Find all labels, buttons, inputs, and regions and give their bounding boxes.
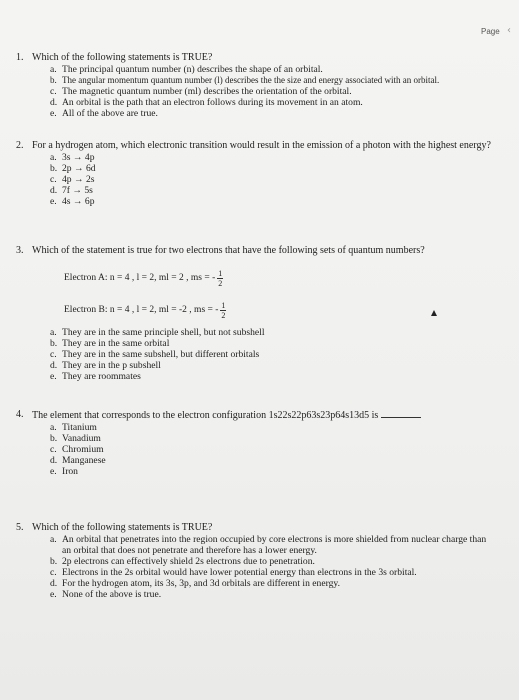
option-a[interactable] bbox=[50, 64, 496, 75]
chevron-left-icon[interactable]: ‹ bbox=[507, 25, 511, 36]
question-stem: Which of the following statements is TRUE? bbox=[32, 522, 213, 533]
option-b[interactable] bbox=[50, 556, 496, 567]
question-number: 1. bbox=[16, 52, 24, 63]
option-letter: e. bbox=[50, 466, 57, 477]
option-a[interactable] bbox=[50, 327, 496, 338]
option-letter: d. bbox=[50, 578, 58, 589]
option-a[interactable] bbox=[50, 534, 496, 556]
option-a[interactable] bbox=[50, 152, 496, 163]
option-b[interactable] bbox=[50, 338, 496, 349]
question-number: 2. bbox=[16, 140, 24, 151]
option-text: The magnetic quantum number (ml) describes the orientation of the orbital. bbox=[62, 86, 352, 97]
option-text: 2p → 6d bbox=[62, 163, 96, 174]
option-text: 4s → 6p bbox=[62, 196, 95, 207]
electron-a-text: Electron A: n = 4 , l = 2, ml = 2 , ms = - bbox=[64, 273, 216, 283]
electron-a-numbers bbox=[64, 265, 496, 291]
page-label: Page bbox=[481, 27, 500, 36]
option-letter: e. bbox=[50, 371, 57, 382]
option-letter: b. bbox=[50, 163, 58, 174]
option-text: For the hydrogen atom, its 3s, 3p, and 3d orbitals are different in energy. bbox=[62, 578, 340, 589]
option-letter: d. bbox=[50, 97, 58, 108]
option-e[interactable] bbox=[50, 371, 496, 382]
question-1 bbox=[16, 52, 496, 119]
option-d[interactable] bbox=[50, 360, 496, 371]
question-stem: Which of the statement is true for two electrons that have the following sets of quantum numbers? bbox=[32, 245, 425, 256]
option-text: Electrons in the 2s orbital would have lower potential energy than electrons in the 3s orbital. bbox=[62, 567, 417, 578]
option-text: An orbital is the path that an electron follows during its movement in an atom. bbox=[62, 97, 363, 108]
option-d[interactable] bbox=[50, 97, 496, 108]
option-letter: c. bbox=[50, 444, 57, 455]
option-letter: c. bbox=[50, 86, 57, 97]
mouse-pointer-icon bbox=[431, 310, 437, 316]
option-text: Vanadium bbox=[62, 433, 101, 444]
fraction-numerator: 1 bbox=[218, 268, 223, 278]
option-text: 7f → 5s bbox=[62, 185, 93, 196]
option-text: Iron bbox=[62, 466, 78, 477]
option-letter: b. bbox=[50, 556, 58, 567]
option-text: The angular momentum quantum number (l) describes the the size and energy associated with an orbital. bbox=[62, 75, 440, 85]
question-3 bbox=[16, 245, 496, 382]
option-text: They are roommates bbox=[62, 371, 141, 382]
option-e[interactable] bbox=[50, 589, 496, 600]
fraction bbox=[220, 301, 226, 320]
option-letter: e. bbox=[50, 108, 57, 119]
option-text: All of the above are true. bbox=[62, 108, 158, 119]
fraction bbox=[217, 269, 223, 288]
option-a[interactable] bbox=[50, 422, 496, 433]
option-letter: a. bbox=[50, 64, 57, 75]
option-text: 2p electrons can effectively shield 2s electrons due to penetration. bbox=[62, 556, 315, 567]
answer-blank bbox=[381, 409, 421, 418]
option-text: Chromium bbox=[62, 444, 104, 455]
option-letter: d. bbox=[50, 455, 58, 466]
option-list bbox=[50, 152, 496, 207]
question-stem bbox=[32, 409, 496, 422]
fraction-numerator: 1 bbox=[221, 300, 226, 310]
option-text: They are in the same principle shell, but not subshell bbox=[62, 327, 265, 338]
option-e[interactable] bbox=[50, 196, 496, 207]
option-c[interactable] bbox=[50, 444, 496, 455]
option-c[interactable] bbox=[50, 86, 496, 97]
option-list bbox=[50, 64, 496, 119]
option-d[interactable] bbox=[50, 185, 496, 196]
option-letter: a. bbox=[50, 327, 57, 338]
option-letter: a. bbox=[50, 422, 57, 433]
question-number: 5. bbox=[16, 522, 24, 533]
option-letter: e. bbox=[50, 589, 57, 600]
option-letter: e. bbox=[50, 196, 57, 207]
option-list bbox=[50, 327, 496, 382]
question-stem-text: The element that corresponds to the electron configuration 1s22s22p63s23p64s13d5 is bbox=[32, 410, 379, 421]
question-stem: Which of the following statements is TRUE? bbox=[32, 52, 213, 63]
option-text: They are in the p subshell bbox=[62, 360, 161, 371]
fraction-denominator: 2 bbox=[218, 278, 223, 288]
option-text: None of the above is true. bbox=[62, 589, 162, 600]
option-c[interactable] bbox=[50, 349, 496, 360]
option-letter: b. bbox=[50, 433, 58, 444]
question-number: 4. bbox=[16, 409, 24, 420]
option-d[interactable] bbox=[50, 578, 496, 589]
option-b[interactable] bbox=[50, 75, 496, 86]
option-d[interactable] bbox=[50, 455, 496, 466]
question-4 bbox=[16, 409, 496, 477]
option-text: An orbital that penetrates into the region occupied by core electrons is more shielded from nuclear charge than an orbital that does not penetrate and therefore has a lower energy. bbox=[62, 534, 487, 556]
option-letter: b. bbox=[50, 338, 58, 349]
option-text: 4p → 2s bbox=[62, 174, 95, 185]
fraction-denominator: 2 bbox=[221, 310, 226, 320]
option-c[interactable] bbox=[50, 174, 496, 185]
option-list bbox=[50, 422, 496, 477]
option-text: Manganese bbox=[62, 455, 106, 466]
option-letter: c. bbox=[50, 174, 57, 185]
option-letter: c. bbox=[50, 567, 57, 578]
option-text: 3s → 4p bbox=[62, 152, 95, 163]
option-letter: a. bbox=[50, 534, 57, 545]
question-2 bbox=[16, 140, 496, 207]
question-5 bbox=[16, 522, 496, 600]
option-text: The principal quantum number (n) describes the shape of an orbital. bbox=[62, 64, 323, 75]
option-text: Titanium bbox=[62, 422, 97, 433]
question-number: 3. bbox=[16, 245, 24, 256]
option-letter: a. bbox=[50, 152, 57, 163]
electron-b-text: Electron B: n = 4 , l = 2, ml = -2 , ms = - bbox=[64, 305, 219, 315]
option-b[interactable] bbox=[50, 163, 496, 174]
option-b[interactable] bbox=[50, 433, 496, 444]
option-text: They are in the same subshell, but different orbitals bbox=[62, 349, 260, 360]
option-list bbox=[50, 534, 496, 600]
option-e[interactable] bbox=[50, 466, 496, 477]
option-letter: c. bbox=[50, 349, 57, 360]
option-e[interactable] bbox=[50, 108, 496, 119]
option-text: They are in the same orbital bbox=[62, 338, 170, 349]
question-stem: For a hydrogen atom, which electronic transition would result in the emission of a photon with the highest energy? bbox=[32, 140, 491, 151]
option-letter: d. bbox=[50, 185, 58, 196]
option-letter: d. bbox=[50, 360, 58, 371]
option-letter: b. bbox=[50, 75, 57, 85]
option-c[interactable] bbox=[50, 567, 496, 578]
